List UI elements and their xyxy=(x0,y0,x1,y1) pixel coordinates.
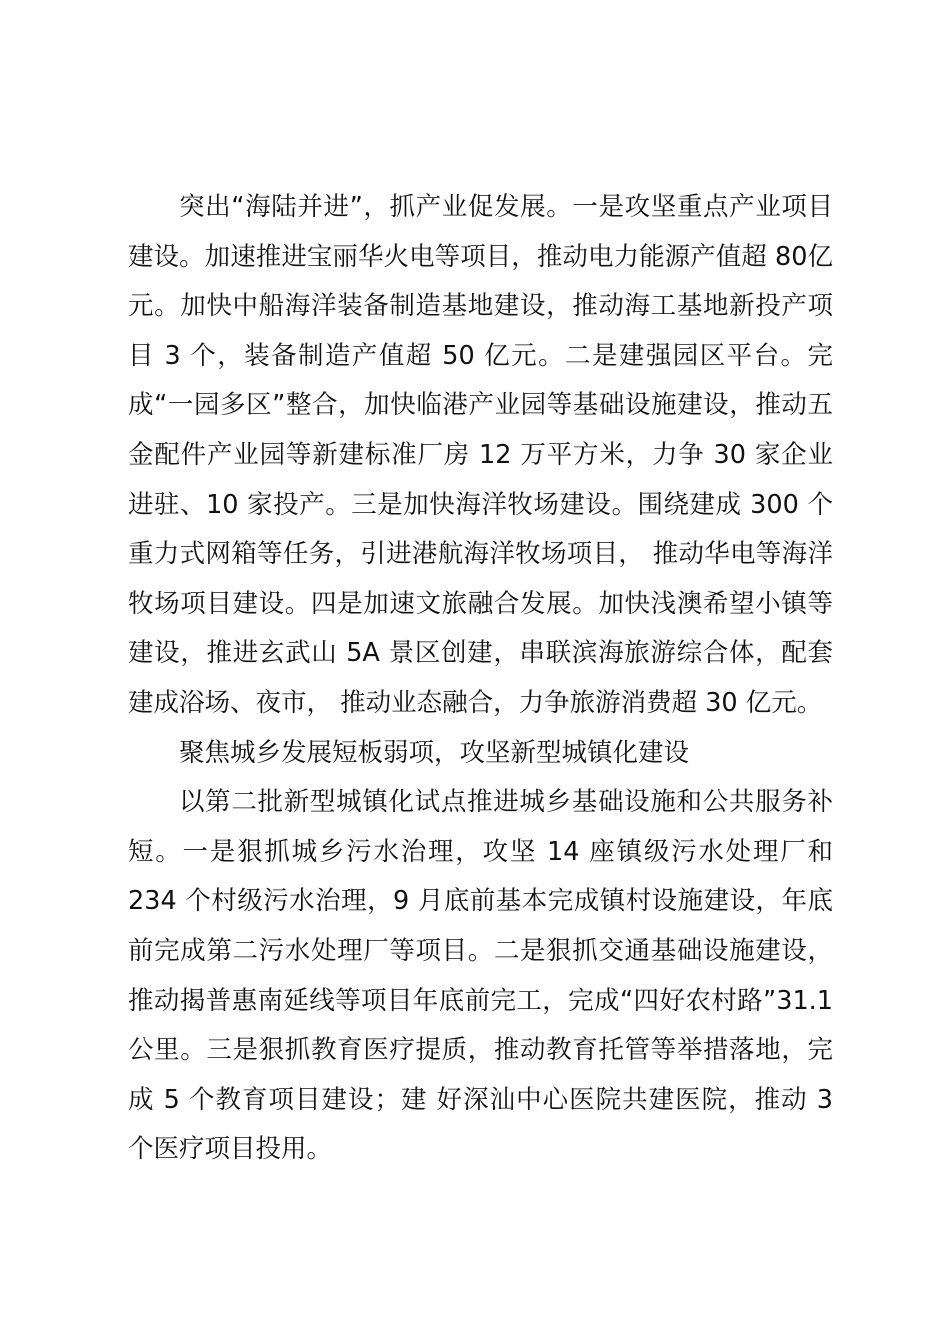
document-body xyxy=(128,183,833,1175)
section-heading: 聚焦城乡发展短板弱项，攻坚新型城镇化建设 xyxy=(179,737,690,768)
paragraph-urbanization: 以第二批新型城镇化试点推进城乡基础设施和公共服务补短。一是狠抓城乡污水治理，攻坚 14 座镇级污水处理厂和234 个村级污水治理，9 月底前基本完成镇村设施建设，年底前完成第二污水处理厂等项目。二是狠抓交通基础设施建设，推动揭普惠南延线等项目年底前完工，完成“四好农村路”31.1 公里。三是狠抓教育医疗提质，推动教育托管等举措落地，完成 5 个教育项目建设；建 好深汕中心医院共建医院，推动 3 个医疗项目投用。 xyxy=(128,787,833,1165)
paragraph-industry-development: 突出“海陆并进”，抓产业促发展。一是攻坚重点产业项目建设。加速推进宝丽华火电等项目，推动电力能源产值超 80亿元。加快中船海洋装备制造基地建设，推动海工基地新投产项目 3 个，装备制造产值超 50 亿元。二是建强园区平台。完成“一园多区”整合，加快临港产业园等基础设施建设，推动五金配件产业园等新建标准厂房 12 万平方米，力争 30 家企业进驻、10 家投产。三是加快海洋牧场建设。围绕建成 300 个重力式网箱等任务，引进港航海洋牧场项目， 推动华电等海洋牧场项目建设。四是加速文旅融合发展。加快浅澳希望小镇等建设，推进玄武山 5A 景区创建，串联滨海旅游综合体，配套建成浴场、夜市， 推动业态融合，力争旅游消费超 30 亿元。 xyxy=(128,192,833,718)
